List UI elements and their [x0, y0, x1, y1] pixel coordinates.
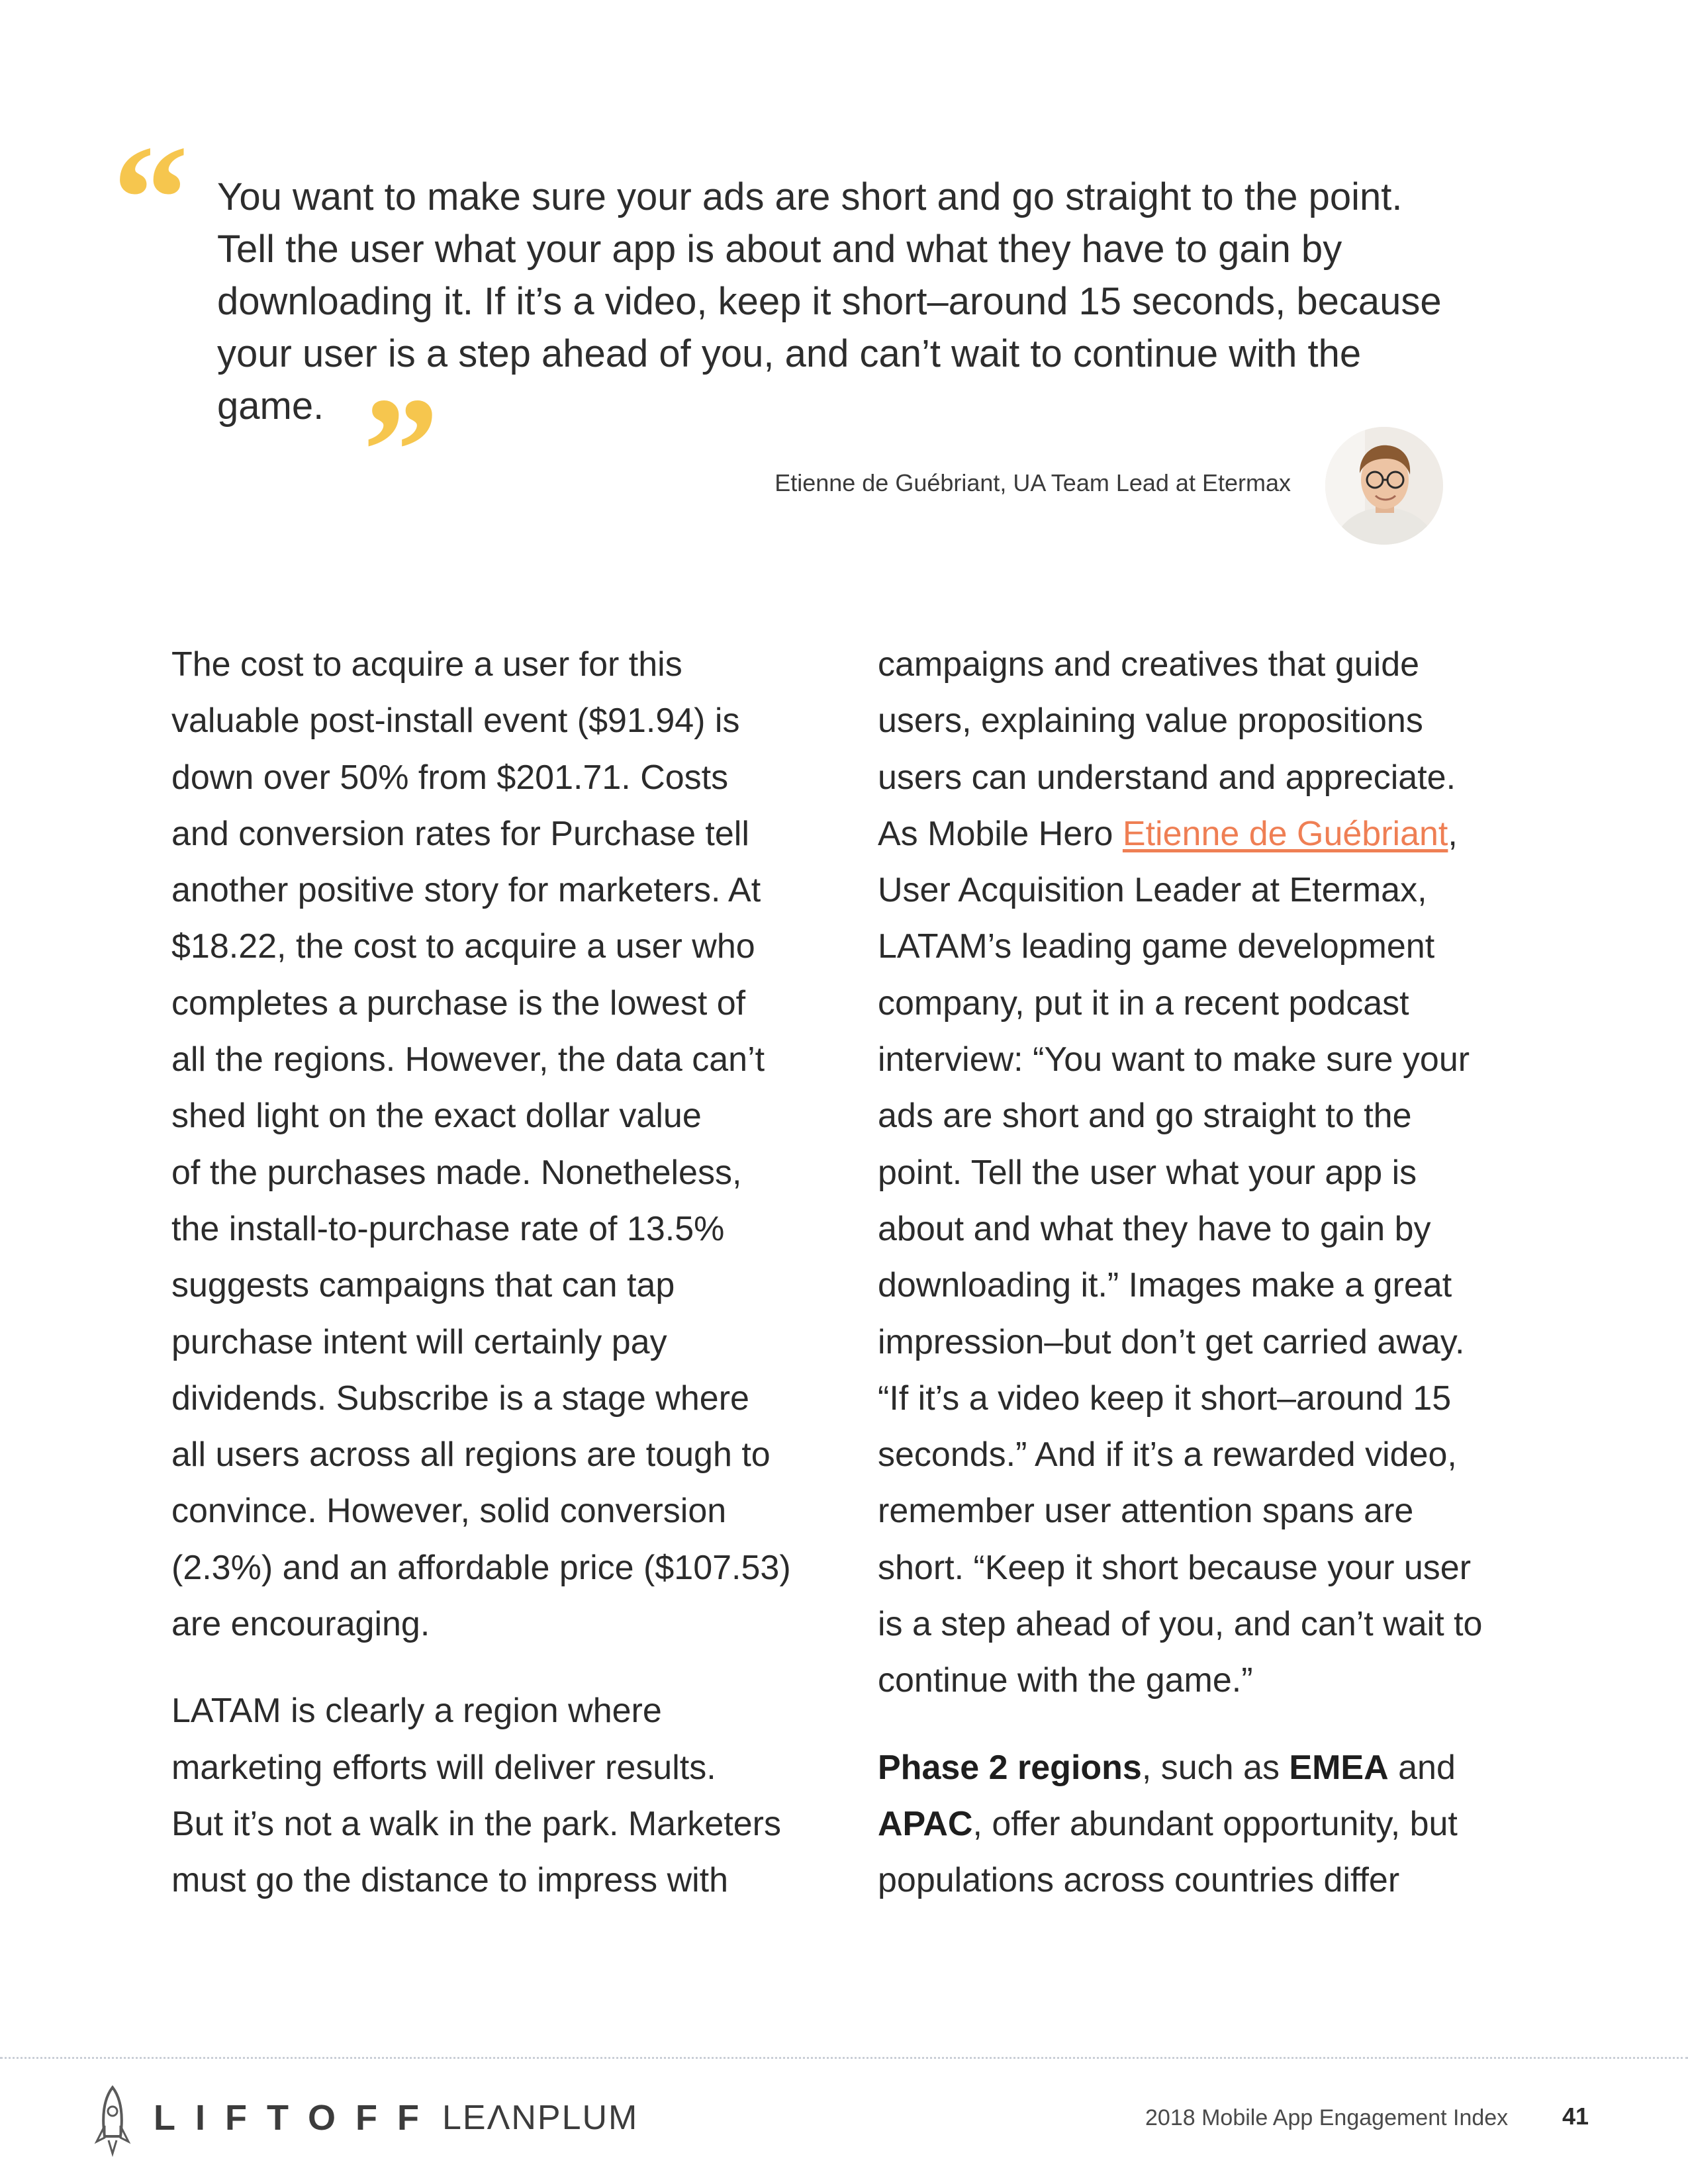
body-line: $18.22, the cost to acquire a user who [171, 927, 755, 966]
close-quote-mark: ” [363, 366, 439, 535]
body-line: point. Tell the user what your app is [878, 1153, 1417, 1192]
body-line: all users across all regions are tough to [171, 1435, 771, 1475]
body-line: remember user attention spans are [878, 1492, 1414, 1531]
body-line [878, 1740, 1566, 1796]
body-line: down over 50% from $201.71. Costs [171, 758, 729, 797]
body-line: is a step ahead of you, and can’t wait to [878, 1605, 1483, 1644]
body-line: must go the distance to impress with [171, 1861, 729, 1900]
body-line: shed light on the exact dollar value [171, 1097, 702, 1136]
body-line: users, explaining value propositions [878, 702, 1423, 741]
apac-term: APAC [878, 1804, 973, 1843]
body-line: interview: “You want to make sure your [878, 1040, 1470, 1079]
body-line: suggests campaigns that can tap [171, 1266, 675, 1305]
leanplum-logo: LEΛNPLUM [442, 2099, 639, 2137]
emea-term: EMEA [1289, 1748, 1389, 1787]
quote-line: downloading it. If it’s a video, keep it short–around 15 seconds, because [217, 280, 1442, 323]
footer-divider [0, 2057, 1688, 2059]
phase2-term: Phase 2 regions [878, 1748, 1142, 1787]
paragraph-spacer [878, 1709, 1566, 1740]
quote-line: game. [217, 385, 324, 428]
rocket-icon [93, 2085, 132, 2158]
left-column [171, 637, 833, 1909]
body-line: downloading it.” Images make a great [878, 1266, 1452, 1305]
hero-suffix: , [1448, 814, 1458, 853]
body-line: short. “Keep it short because your user [878, 1548, 1472, 1587]
body-line: But it’s not a walk in the park. Marketers [171, 1804, 781, 1843]
body-line: (2.3%) and an affordable price ($107.53) [171, 1548, 791, 1587]
body-line: valuable post-install event ($91.94) is [171, 702, 740, 741]
paragraph-spacer [171, 1653, 833, 1683]
liftoff-logo: LIFTOFF [154, 2098, 439, 2138]
hero-prefix: As Mobile Hero [878, 814, 1123, 853]
body-line: convince. However, solid conversion [171, 1492, 727, 1531]
quote-line: You want to make sure your ads are short and go straight to the point. [217, 175, 1403, 218]
body-line-hero [878, 806, 1566, 862]
body-line: ads are short and go straight to the [878, 1097, 1412, 1136]
inline-text: , offer abundant opportunity, but [972, 1804, 1458, 1843]
avatar [1325, 427, 1443, 545]
inline-text: and [1388, 1748, 1456, 1787]
page-number: 41 [1562, 2103, 1589, 2130]
body-line: completes a purchase is the lowest of [171, 983, 746, 1023]
body-line: company, put it in a recent podcast [878, 983, 1409, 1023]
right-column [878, 637, 1566, 1909]
body-line: seconds.” And if it’s a rewarded video, [878, 1435, 1457, 1475]
body-line: “If it’s a video keep it short–around 15 [878, 1379, 1452, 1418]
quote-line: your user is a step ahead of you, and can’t wait to continue with the [217, 332, 1362, 375]
body-line: continue with the game.” [878, 1661, 1253, 1700]
body-line: purchase intent will certainly pay [171, 1322, 667, 1361]
body-line: dividends. Subscribe is a stage where [171, 1379, 749, 1418]
body-line: User Acquisition Leader at Etermax, [878, 871, 1427, 910]
body-line: impression–but don’t get carried away. [878, 1322, 1465, 1361]
etienne-profile-link[interactable]: Etienne de Guébriant [1122, 814, 1448, 853]
body-line: about and what they have to gain by [878, 1209, 1431, 1248]
body-line: and conversion rates for Purchase tell [171, 814, 749, 853]
body-line: are encouraging. [171, 1605, 430, 1644]
body-line: of the purchases made. Nonetheless, [171, 1153, 742, 1192]
inline-text: , such as [1141, 1748, 1289, 1787]
portrait-photo [1325, 427, 1443, 545]
body-line: marketing efforts will deliver results. [171, 1748, 716, 1787]
body-line: LATAM is clearly a region where [171, 1692, 662, 1731]
body-line: the install-to-purchase rate of 13.5% [171, 1209, 725, 1248]
body-line: populations across countries differ [878, 1861, 1400, 1900]
body-line [878, 1796, 1566, 1852]
body-line: LATAM’s leading game development [878, 927, 1435, 966]
open-quote-mark: “ [113, 114, 189, 283]
quote-line: Tell the user what your app is about and what they have to gain by [217, 228, 1342, 271]
body-line: all the regions. However, the data can’t [171, 1040, 765, 1079]
body-line: The cost to acquire a user for this [171, 645, 682, 684]
body-line: another positive story for marketers. At [171, 871, 761, 910]
body-line: users can understand and appreciate. [878, 758, 1456, 797]
report-title: 2018 Mobile App Engagement Index [1145, 2105, 1509, 2130]
body-line: campaigns and creatives that guide [878, 645, 1420, 684]
quote-attribution: Etienne de Guébriant, UA Team Lead at Etermax [774, 469, 1291, 496]
